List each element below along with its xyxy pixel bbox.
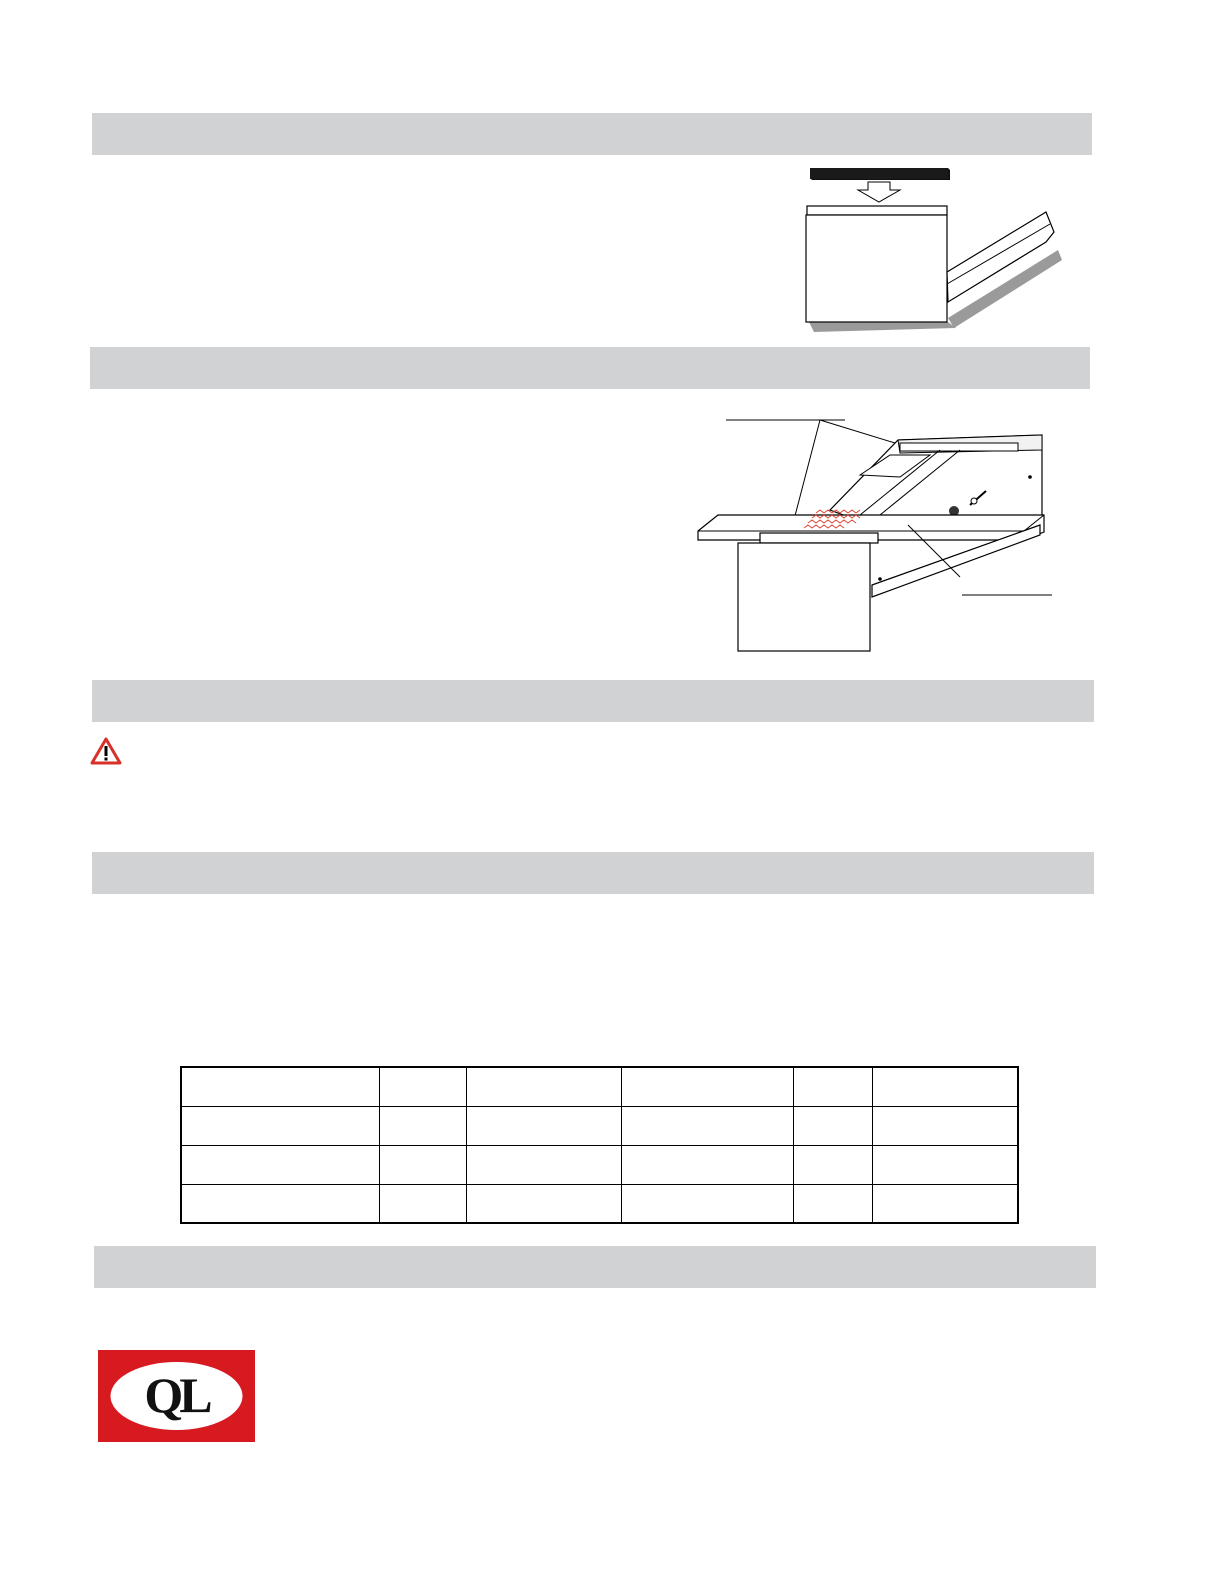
figure-top-strip-install [800, 160, 1070, 340]
table-row [181, 1067, 1018, 1106]
ql-logo [98, 1350, 255, 1442]
table-cell [466, 1067, 622, 1106]
table-cell [181, 1106, 380, 1145]
table-cell [872, 1184, 1018, 1223]
table-cell [872, 1145, 1018, 1184]
table-cell [380, 1106, 467, 1145]
table-cell [380, 1067, 467, 1106]
table-cell [622, 1106, 794, 1145]
table-cell [793, 1067, 872, 1106]
table-cell [380, 1184, 467, 1223]
section-header-3 [92, 680, 1094, 722]
figure-shelf-assembly [690, 405, 1060, 660]
section-header-5 [94, 1246, 1096, 1288]
table-cell [872, 1067, 1018, 1106]
table-cell [466, 1106, 622, 1145]
table-cell [622, 1184, 794, 1223]
table-row [181, 1106, 1018, 1145]
spec-table [180, 1066, 1019, 1224]
table-row [181, 1184, 1018, 1223]
table-cell [793, 1184, 872, 1223]
svg-text:QL: QL [144, 1367, 209, 1423]
table-cell [793, 1145, 872, 1184]
section-header-4 [92, 852, 1094, 894]
table-cell [181, 1184, 380, 1223]
table-cell [466, 1145, 622, 1184]
table-cell [466, 1184, 622, 1223]
warning-triangle-icon [90, 737, 122, 765]
table-cell [622, 1067, 794, 1106]
table-cell [793, 1106, 872, 1145]
table-cell [622, 1145, 794, 1184]
table-row [181, 1145, 1018, 1184]
table-cell [872, 1106, 1018, 1145]
table-cell [181, 1067, 380, 1106]
section-header-1 [92, 113, 1092, 155]
table-cell [380, 1145, 467, 1184]
section-header-2 [90, 347, 1090, 389]
table-cell [181, 1145, 380, 1184]
